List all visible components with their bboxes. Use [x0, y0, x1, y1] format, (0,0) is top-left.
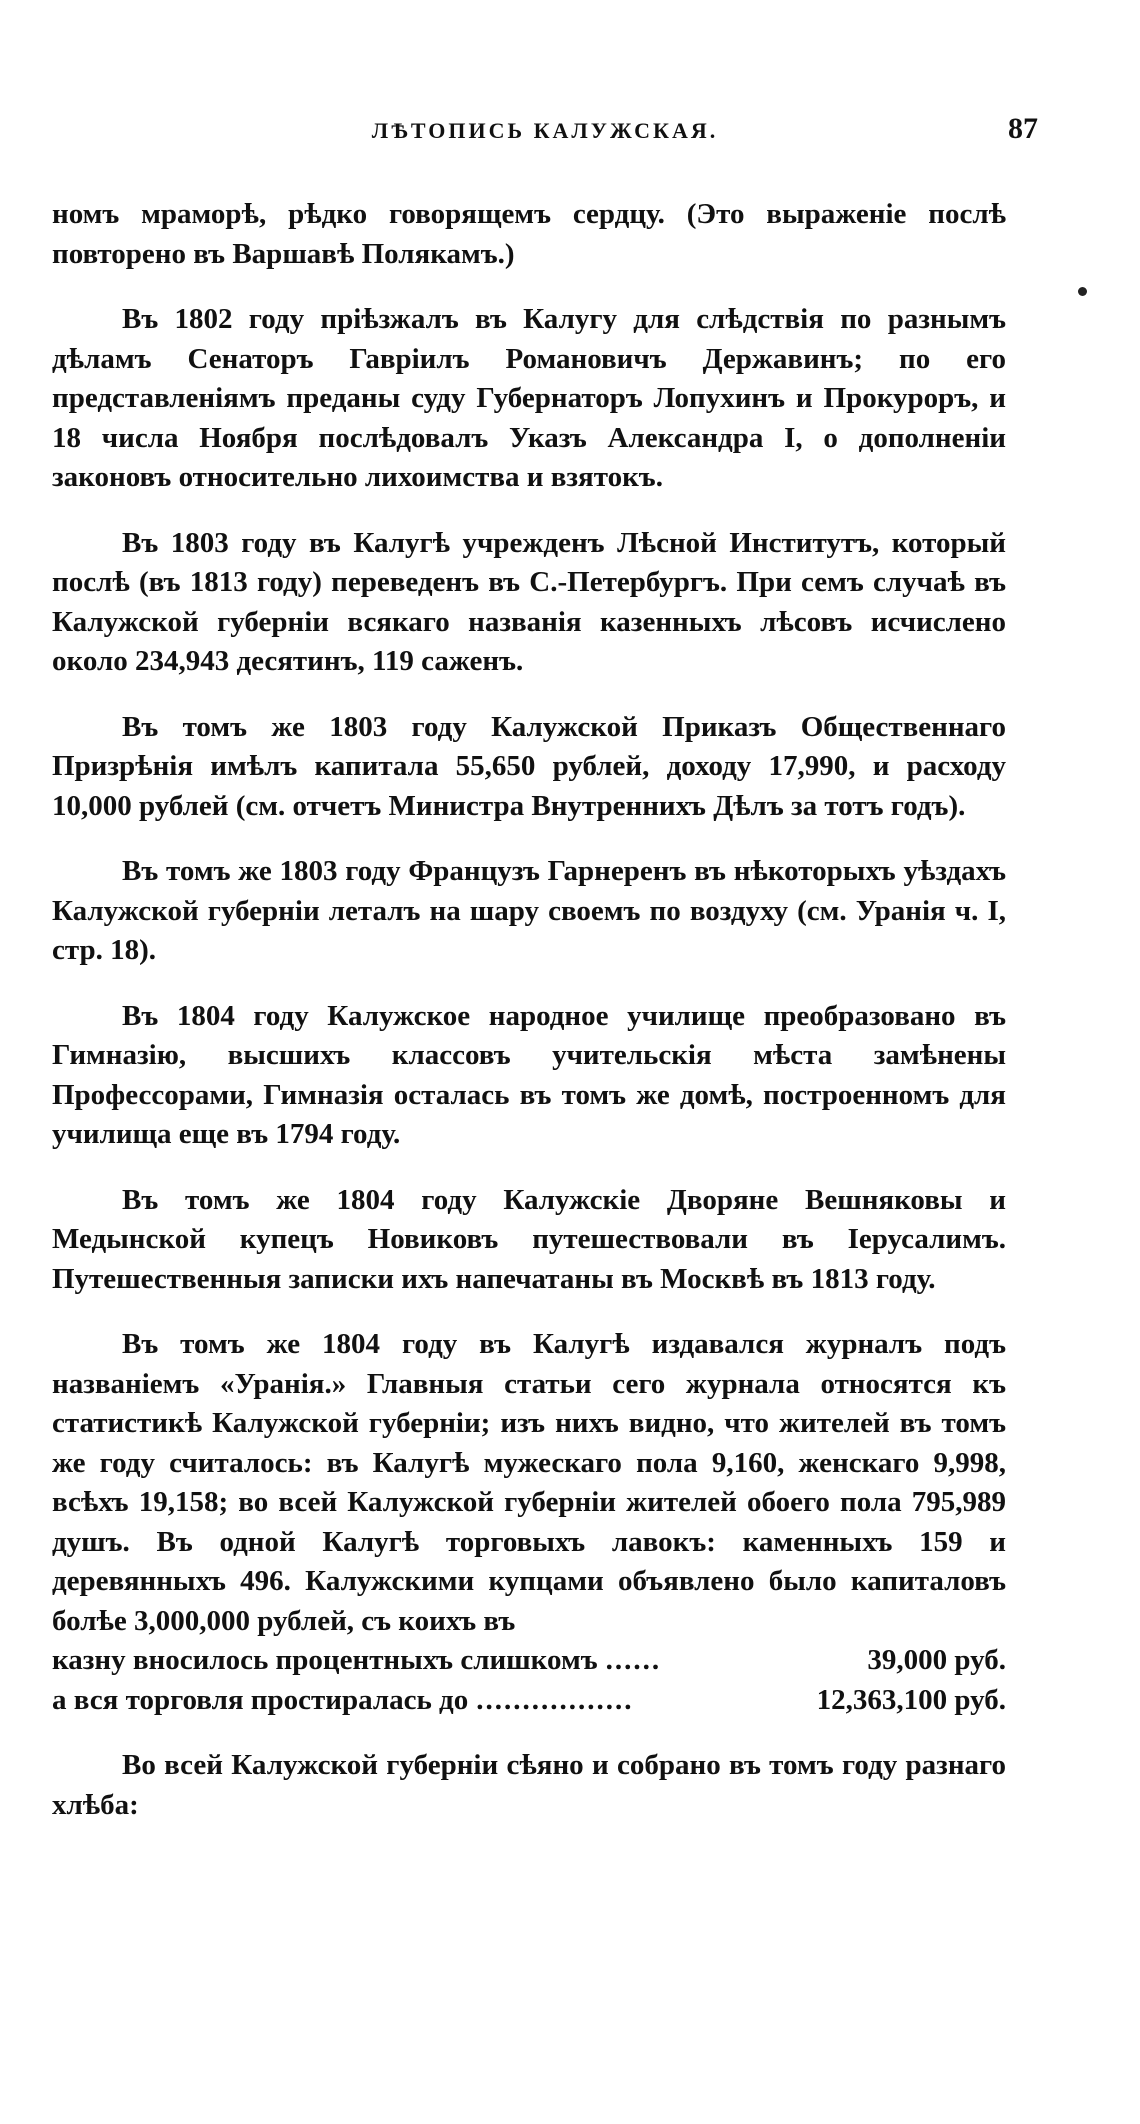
dot-leader: ......: [605, 1644, 662, 1676]
dot-leader: .................: [476, 1683, 634, 1716]
paragraph-grain-intro: Во всей Калужской губерніи сѣяно и собрано въ томъ году разнаго хлѣба:: [52, 1749, 1006, 1821]
paragraph-1803-forest-institute: Въ 1803 году въ Калугѣ учрежденъ Лѣсной Институтъ, который послѣ (въ 1813 году) переведенъ въ С.-Петербургъ. При семъ случаѣ въ Калужской губерніи всякаго названія казенныхъ лѣсовъ исчислено около 234,943 десятинъ, 119 саженъ.: [52, 526, 1006, 677]
trade-row-amount: 39,000 руб.: [867, 1644, 1006, 1676]
trade-row-total: [52, 1681, 1006, 1721]
paragraph-1804-urania-journal: [52, 1325, 1006, 1720]
paragraph-1804-gymnasium: Въ 1804 году Калужское народное училище преобразовано въ Гимназію, высшихъ классовъ учительскія мѣста замѣнены Профессорами, Гимназія осталась въ томъ же домѣ, построенномъ для училища еще въ 1794 году.: [52, 999, 1006, 1150]
paragraph-1804-jerusalem-travel: Въ томъ же 1804 году Калужскіе Дворяне Вешняковы и Медынской купецъ Новиковъ путешествовали въ Іерусалимъ. Путешественныя записки ихъ напечатаны въ Москвѣ въ 1813 году.: [52, 1183, 1006, 1295]
trade-row-tax: [52, 1641, 1006, 1681]
paragraph-1803-garnerin-balloon: Въ томъ же 1803 году Французъ Гарнеренъ въ нѣкоторыхъ уѣздахъ Калужской губерніи леталъ на шару своемъ по воздуху (см. Уранія ч. I, стр. 18).: [52, 855, 1006, 966]
ink-spot: [1078, 287, 1087, 296]
paragraph-1802-derzhavin: Въ 1802 году пріѣзжалъ въ Калугу для слѣдствія по разнымъ дѣламъ Сенаторъ Гавріилъ Романовичъ Державинъ; по его представленіямъ преданы суду Губернаторъ Лопухинъ и Прокуроръ, и 18 числа Ноября послѣдовалъ Указъ Александра I, о дополненіи законовъ относительно лихоимства и взятокъ.: [52, 303, 1006, 493]
running-header: [52, 112, 1038, 152]
paragraph-1803-public-charity: Въ томъ же 1803 году Калужской Приказъ Общественнаго Призрѣнія имѣлъ капитала 55,650 рублей, доходу 17,990, и расходу 10,000 рублей (см. отчетъ Министра Внутреннихъ Дѣлъ за тотъ годъ).: [52, 710, 1006, 822]
urania-journal-text: Въ томъ же 1804 году въ Калугѣ издавался журналъ подъ названіемъ «Уранія.» Главныя статьи сего журнала относятся къ статистикѣ Калужской губерніи; изъ нихъ видно, что жителей въ томъ же году считалось: въ Калугѣ мужескаго пола 9,160, женскаго 9,998, всѣхъ 19,158; во всей Калужской губерніи жителей обоего пола 795,989 душъ. Въ одной Калугѣ торговыхъ лавокъ: каменныхъ 159 и деревянныхъ 496. Калужскими купцами объявлено было капиталовъ болѣе 3,000,000 рублей, съ коихъ въ: [52, 1328, 1006, 1637]
trade-row-label: казну вносилось процентныхъ слишкомъ: [52, 1644, 598, 1676]
page-number: 87: [1008, 112, 1038, 145]
running-title: ЛѢТОПИСЬ КАЛУЖСКАЯ.: [371, 118, 719, 143]
trade-row-amount: 12,363,100 руб.: [816, 1683, 1006, 1716]
paragraph-continuation: номъ мраморѣ, рѣдко говорящемъ сердцу. (Это выраженіе послѣ повторено въ Варшавѣ Полякамъ.): [52, 198, 1006, 270]
body-text: [52, 195, 1006, 1851]
trade-row-label: а вся торговля простиралась до: [52, 1683, 469, 1716]
